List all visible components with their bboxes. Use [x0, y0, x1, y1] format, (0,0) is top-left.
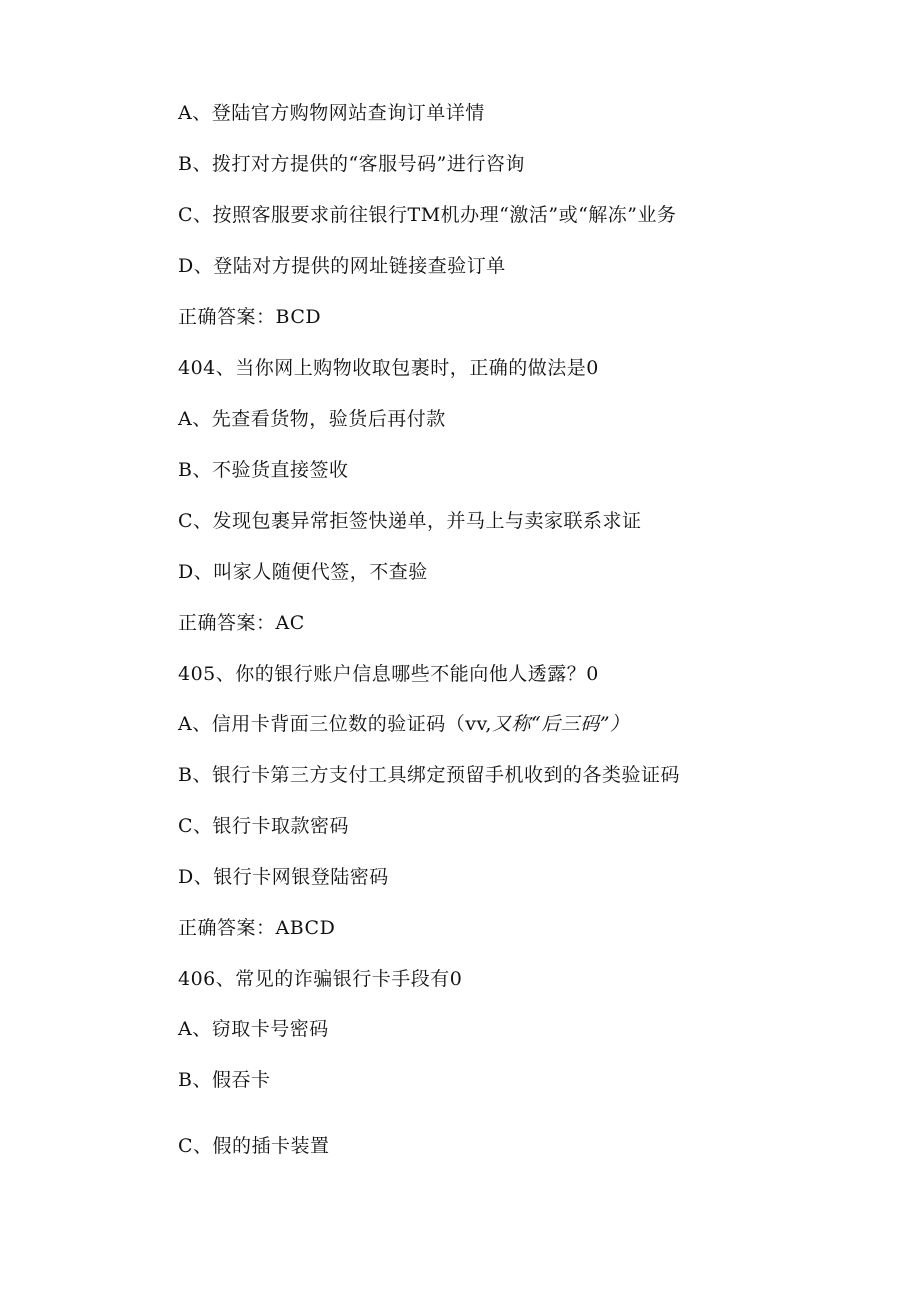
- option-a-404: A、先查看货物，验货后再付款: [178, 408, 446, 430]
- option-a-405: [178, 712, 629, 736]
- question-406: 406、常见的诈骗银行卡手段有0: [178, 968, 463, 990]
- option-c-406: C、假的插卡装置: [178, 1135, 330, 1157]
- option-b-406: B、假吞卡: [178, 1069, 271, 1091]
- option-c-404: C、发现包裹异常拒签快递单，并马上与卖家联系求证: [178, 510, 642, 532]
- option-d-403: D、登陆对方提供的网址链接查验订单: [178, 255, 506, 277]
- option-b-403: B、拨打对方提供的“客服号码”进行咨询: [178, 153, 525, 175]
- option-b-404: B、不验货直接签收: [178, 459, 349, 481]
- answer-405: 正确答案：ABCD: [178, 917, 336, 939]
- option-a-406: A、窃取卡号密码: [178, 1018, 329, 1040]
- option-c-405: C、银行卡取款密码: [178, 815, 350, 837]
- option-a-405-part2: 又称“后三码”）: [491, 713, 630, 735]
- option-b-405: B、银行卡第三方支付工具绑定预留手机收到的各类验证码: [178, 764, 680, 786]
- option-d-405: D、银行卡网银登陆密码: [178, 866, 389, 888]
- question-404: 404、当你网上购物收取包裹时，正确的做法是0: [178, 357, 599, 379]
- option-d-404: D、叫家人随便代签，不查验: [178, 561, 428, 583]
- question-405: 405、你的银行账户信息哪些不能向他人透露？0: [178, 663, 599, 685]
- option-c-403: C、按照客服要求前往银行TM机办理“激活”或“解冻”业务: [178, 204, 677, 226]
- answer-404: 正确答案：AC: [178, 612, 305, 634]
- answer-403: 正确答案：BCD: [178, 306, 322, 328]
- option-a-403: A、登陆官方购物网站查询订单详情: [178, 102, 485, 124]
- option-a-405-part1: A、信用卡背面三位数的验证码（vv,: [178, 713, 492, 735]
